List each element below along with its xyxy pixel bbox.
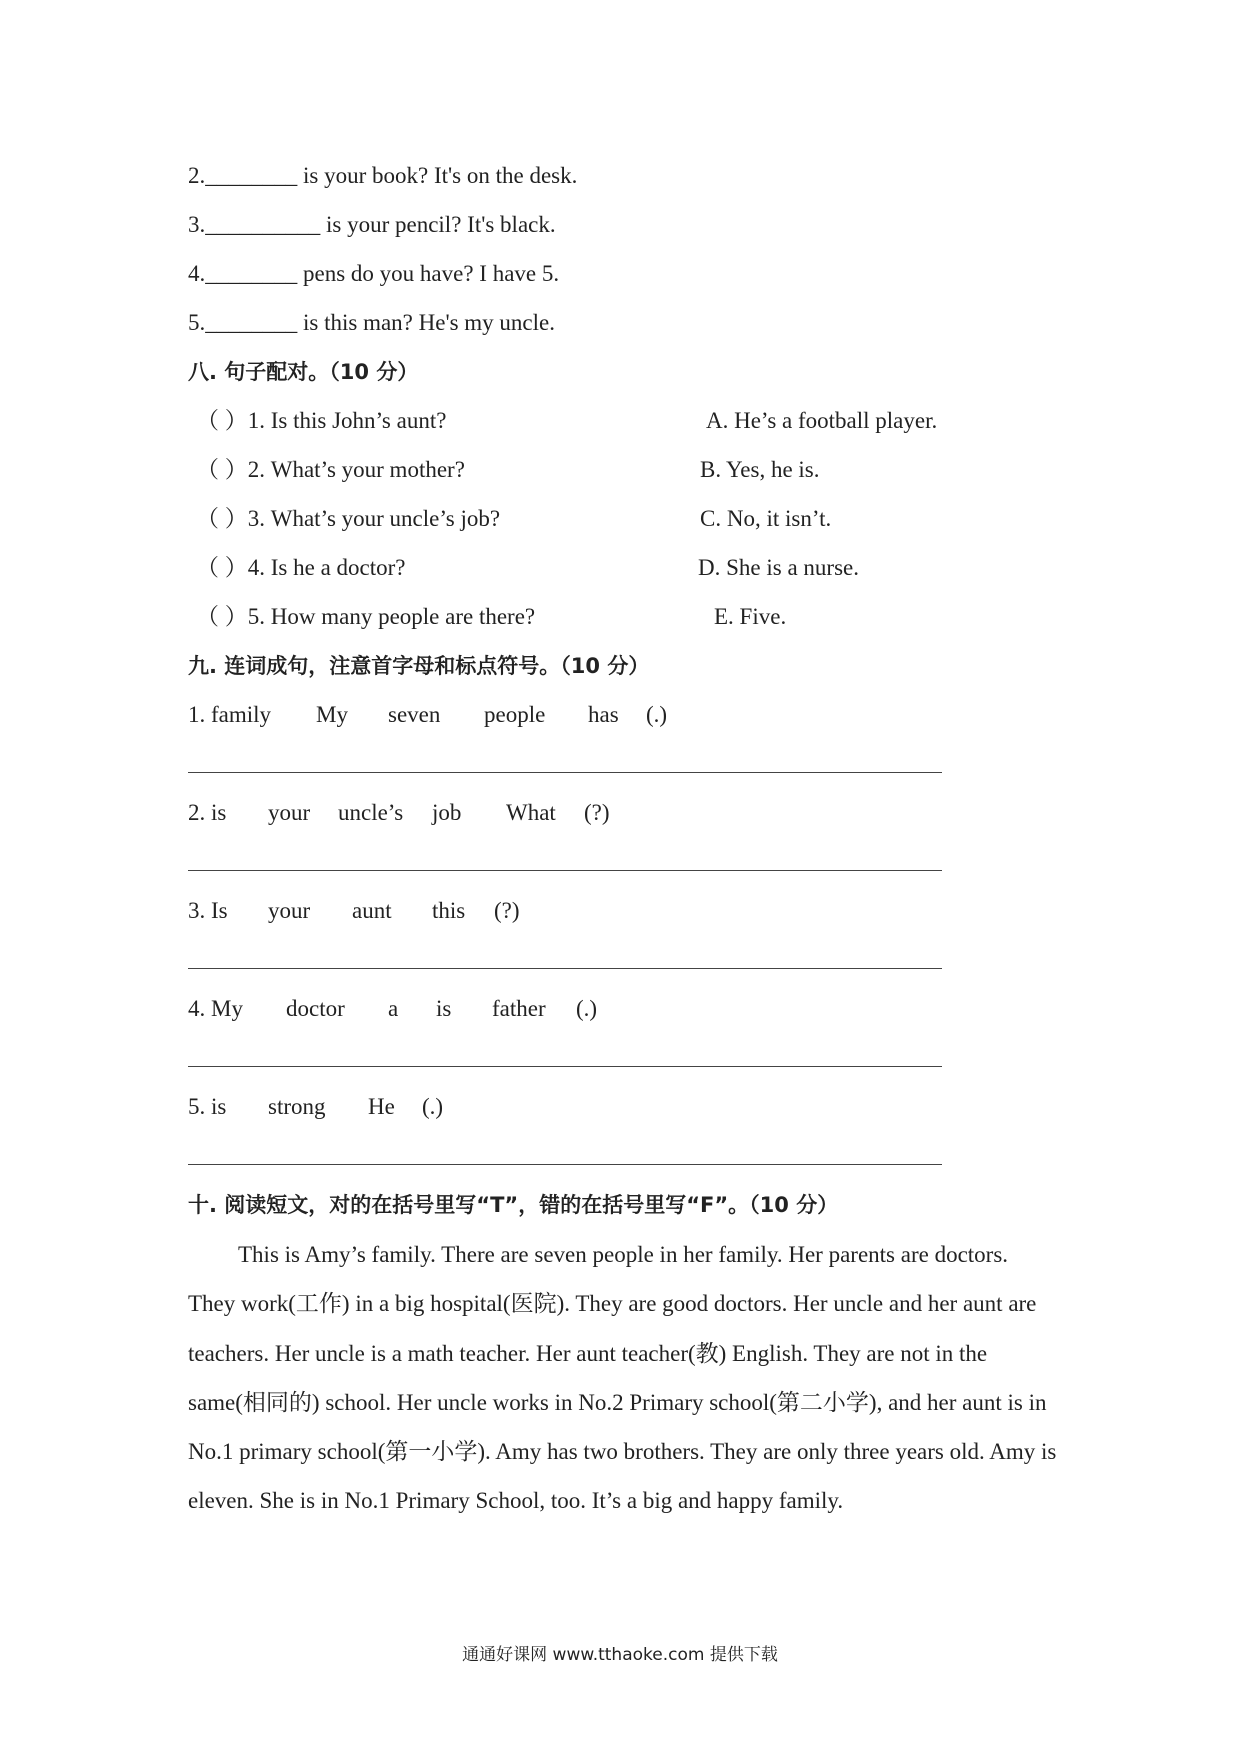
scramble-3-word: this bbox=[432, 898, 466, 923]
reading-passage bbox=[188, 1230, 1058, 1526]
match-question-5: （ ）5. How many people are there? bbox=[196, 604, 536, 629]
scramble-2-word: What bbox=[506, 800, 556, 825]
scramble-5-word: strong bbox=[268, 1094, 326, 1119]
fill-blank-3: 3.__________ is your pencil? It's black. bbox=[188, 212, 556, 237]
match-question-3: （ ）3. What’s your uncle’s job? bbox=[196, 506, 501, 531]
scramble-3-word: your bbox=[268, 898, 311, 923]
scramble-2-word: job bbox=[432, 800, 462, 825]
scramble-2-word: your bbox=[268, 800, 311, 825]
section8-title: 八. 句子配对。（10 分） bbox=[188, 360, 419, 384]
scramble-2-word: 2. is bbox=[188, 800, 227, 825]
scramble-4-word: is bbox=[436, 996, 452, 1021]
scramble-1-word: seven bbox=[388, 702, 441, 727]
fill-blank-5: 5.________ is this man? He's my uncle. bbox=[188, 310, 555, 335]
scramble-4-word: doctor bbox=[286, 996, 345, 1021]
match-question-2: （ ）2. What’s your mother? bbox=[196, 457, 465, 482]
answer-line-2[interactable] bbox=[188, 870, 942, 871]
scramble-2-word: (?) bbox=[584, 800, 610, 825]
scramble-1-word: 1. family bbox=[188, 702, 272, 727]
scramble-1-word: (.) bbox=[646, 702, 668, 727]
scramble-3-word: 3. Is bbox=[188, 898, 228, 923]
match-question-1: （ ）1. Is this John’s aunt? bbox=[196, 408, 447, 433]
answer-line-4[interactable] bbox=[188, 1066, 942, 1067]
scramble-3-word: (?) bbox=[494, 898, 520, 923]
match-question-4: （ ）4. Is he a doctor? bbox=[196, 555, 406, 580]
match-answer-a: A. He’s a football player. bbox=[706, 408, 938, 433]
answer-line-3[interactable] bbox=[188, 968, 942, 969]
scramble-5-word: He bbox=[368, 1094, 395, 1119]
match-answer-e: E. Five. bbox=[714, 604, 787, 629]
fill-blank-4: 4.________ pens do you have? I have 5. bbox=[188, 261, 560, 286]
fill-blank-2: 2.________ is your book? It's on the desk. bbox=[188, 163, 578, 188]
scramble-3-word: aunt bbox=[352, 898, 392, 923]
scramble-1-word: has bbox=[588, 702, 619, 727]
scramble-1-word: My bbox=[316, 702, 348, 727]
match-answer-d: D. She is a nurse. bbox=[698, 555, 859, 580]
scramble-2-word: uncle’s bbox=[338, 800, 404, 825]
passage-text: This is Amy’s family. There are seven people in her family. Her parents are doctors. They work(工作) in a big hospital(医院). They are good doctors. Her uncle and her aunt are teachers. Her uncle is a math teacher. Her aunt teacher(教) English. They are not in the same(相同的) school. Her uncle works in No.2 Primary school(第二小学), and her aunt is in No.1 primary school(第一小学). Amy has two brothers. They are only three years old. Amy is eleven. She is in No.1 Primary School, too. It’s a big and happy family. bbox=[188, 1242, 1057, 1514]
scramble-5-word: 5. is bbox=[188, 1094, 227, 1119]
scramble-1-word: people bbox=[484, 702, 546, 727]
scramble-4-word: 4. My bbox=[188, 996, 243, 1021]
scramble-4-word: father bbox=[492, 996, 546, 1021]
scramble-4-word: a bbox=[388, 996, 399, 1021]
section10-title: 十. 阅读短文，对的在括号里写“T”，错的在括号里写“F”。（10 分） bbox=[188, 1193, 839, 1217]
answer-line-1[interactable] bbox=[188, 772, 942, 773]
footer-watermark: 通通好课网 www.tthaoke.com 提供下载 bbox=[462, 1645, 778, 1665]
scramble-5-word: (.) bbox=[422, 1094, 444, 1119]
section9-title: 九. 连词成句，注意首字母和标点符号。（10 分） bbox=[188, 654, 650, 678]
scramble-4-word: (.) bbox=[576, 996, 598, 1021]
answer-line-5[interactable] bbox=[188, 1164, 942, 1165]
match-answer-c: C. No, it isn’t. bbox=[700, 506, 832, 531]
match-answer-b: B. Yes, he is. bbox=[700, 457, 820, 482]
